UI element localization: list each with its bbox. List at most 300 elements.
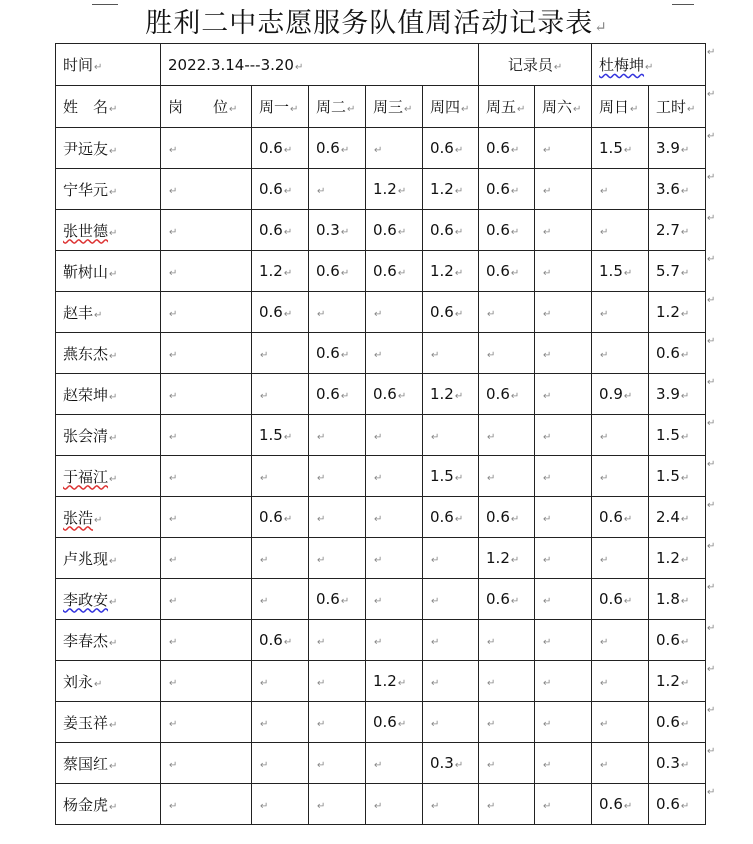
person-name-cell <box>56 292 161 333</box>
paragraph-mark: ↵ <box>283 227 293 238</box>
paragraph-mark: ↵ <box>169 596 178 607</box>
total-hours-cell-value: 0.6 <box>656 713 680 731</box>
paragraph-mark: ↵ <box>169 186 178 197</box>
post-cell <box>161 251 252 292</box>
day-hours-cell <box>366 415 423 456</box>
day-hours-cell <box>535 128 592 169</box>
day-hours-cell-value: 1.5 <box>599 139 623 157</box>
paragraph-mark: ↵ <box>169 145 178 156</box>
paragraph-mark: ↵ <box>317 760 326 771</box>
paragraph-mark: ↵ <box>543 186 552 197</box>
paragraph-mark: ↵ <box>680 801 690 812</box>
paragraph-mark: ↵ <box>707 295 716 306</box>
person-name-cell-value: 张浩 <box>63 508 94 527</box>
day-hours-cell <box>592 661 649 702</box>
header-post: 岗 位↵ <box>161 86 252 128</box>
person-name-cell-value: 姜玉祥 <box>63 713 109 732</box>
header-day: 周日↵ <box>592 86 649 128</box>
paragraph-mark: ↵ <box>454 391 464 402</box>
day-hours-cell <box>309 497 366 538</box>
day-hours-cell <box>592 292 649 333</box>
day-hours-cell <box>309 702 366 743</box>
paragraph-mark: ↵ <box>94 514 103 526</box>
day-hours-cell <box>479 702 535 743</box>
person-name-cell <box>56 374 161 415</box>
paragraph-mark: ↵ <box>543 227 552 238</box>
day-hours-cell <box>309 251 366 292</box>
day-hours-cell <box>309 128 366 169</box>
person-name-cell <box>56 620 161 661</box>
paragraph-mark: ↵ <box>543 309 552 320</box>
paragraph-mark: ↵ <box>340 391 350 402</box>
paragraph-mark: ↵ <box>109 596 118 608</box>
paragraph-mark: ↵ <box>454 760 464 771</box>
person-name-cell <box>56 538 161 579</box>
paragraph-mark: ↵ <box>543 801 552 812</box>
paragraph-mark: ↵ <box>454 309 464 320</box>
paragraph-mark: ↵ <box>707 500 716 511</box>
paragraph-mark: ↵ <box>374 637 383 648</box>
header-day: 周二↵ <box>309 86 366 128</box>
paragraph-mark: ↵ <box>707 377 716 388</box>
paragraph-mark: ↵ <box>600 309 609 320</box>
paragraph-mark: ↵ <box>543 637 552 648</box>
paragraph-mark: ↵ <box>397 268 407 279</box>
paragraph-mark: ↵ <box>487 637 496 648</box>
total-hours-cell-value: 2.4 <box>656 508 680 526</box>
paragraph-mark: ↵ <box>169 760 178 771</box>
paragraph-mark: ↵ <box>623 514 633 525</box>
day-hours-cell <box>423 702 479 743</box>
day-hours-cell-value: 1.5 <box>259 426 283 444</box>
day-hours-cell <box>592 251 649 292</box>
total-hours-cell-value: 0.6 <box>656 631 680 649</box>
paragraph-mark: ↵ <box>94 678 103 690</box>
day-hours-cell-value: 0.6 <box>259 631 283 649</box>
person-name-cell <box>56 579 161 620</box>
post-cell <box>161 292 252 333</box>
document-title <box>0 6 753 45</box>
post-cell <box>161 456 252 497</box>
paragraph-mark: ↵ <box>707 172 716 183</box>
day-hours-cell <box>479 538 535 579</box>
day-hours-cell <box>423 497 479 538</box>
paragraph-mark: ↵ <box>680 719 690 730</box>
paragraph-mark: ↵ <box>109 555 118 567</box>
header-hours: 工时↵ <box>649 86 706 128</box>
day-hours-cell <box>423 333 479 374</box>
day-hours-cell-value: 1.2 <box>373 672 397 690</box>
day-hours-cell <box>535 456 592 497</box>
day-hours-cell <box>592 702 649 743</box>
day-hours-cell <box>309 538 366 579</box>
total-hours-cell <box>649 333 706 374</box>
paragraph-mark: ↵ <box>374 309 383 320</box>
paragraph-mark: ↵ <box>543 145 552 156</box>
table-row <box>56 538 706 579</box>
paragraph-mark: ↵ <box>260 555 269 566</box>
paragraph-mark: ↵ <box>600 760 609 771</box>
person-name-cell-value: 靳树山 <box>63 262 109 281</box>
person-name-cell <box>56 456 161 497</box>
day-hours-cell-value: 0.6 <box>316 139 340 157</box>
paragraph-mark: ↵ <box>680 268 690 279</box>
paragraph-mark: ↵ <box>510 227 520 238</box>
total-hours-cell <box>649 169 706 210</box>
total-hours-cell <box>649 784 706 825</box>
day-hours-cell-value: 0.6 <box>599 590 623 608</box>
paragraph-mark: ↵ <box>317 678 326 689</box>
paragraph-mark: ↵ <box>283 145 293 156</box>
paragraph-mark: ↵ <box>623 145 633 156</box>
paragraph-mark: ↵ <box>169 227 178 238</box>
day-hours-cell-value: 1.5 <box>430 467 454 485</box>
day-hours-cell <box>366 497 423 538</box>
paragraph-mark: ↵ <box>260 473 269 484</box>
paragraph-mark: ↵ <box>374 760 383 771</box>
paragraph-mark: ↵ <box>317 555 326 566</box>
paragraph-mark: ↵ <box>487 719 496 730</box>
paragraph-mark: ↵ <box>600 350 609 361</box>
paragraph-mark: ↵ <box>510 555 520 566</box>
day-hours-cell <box>535 169 592 210</box>
total-hours-cell-value: 1.5 <box>656 467 680 485</box>
paragraph-mark: ↵ <box>680 760 690 771</box>
day-hours-cell <box>309 210 366 251</box>
day-hours-cell <box>479 620 535 661</box>
paragraph-mark: ↵ <box>454 145 464 156</box>
paragraph-mark: ↵ <box>487 350 496 361</box>
day-hours-cell-value: 1.2 <box>373 180 397 198</box>
table-row <box>56 333 706 374</box>
paragraph-mark: ↵ <box>707 746 716 757</box>
paragraph-mark: ↵ <box>260 719 269 730</box>
person-name-cell <box>56 415 161 456</box>
paragraph-mark: ↵ <box>454 227 464 238</box>
paragraph-mark: ↵ <box>680 514 690 525</box>
day-hours-cell <box>252 743 309 784</box>
day-hours-cell <box>309 333 366 374</box>
paragraph-mark: ↵ <box>680 145 690 156</box>
paragraph-mark: ↵ <box>510 186 520 197</box>
header-row <box>56 86 706 128</box>
paragraph-mark: ↵ <box>283 268 293 279</box>
day-hours-cell <box>535 661 592 702</box>
day-hours-cell <box>252 292 309 333</box>
day-hours-cell-value: 0.6 <box>430 303 454 321</box>
day-hours-cell-value: 0.6 <box>430 221 454 239</box>
paragraph-mark: ↵ <box>109 637 118 649</box>
paragraph-mark: ↵ <box>317 473 326 484</box>
paragraph-mark: ↵ <box>707 131 716 142</box>
day-hours-cell <box>592 579 649 620</box>
day-hours-cell <box>366 169 423 210</box>
day-hours-cell-value: 1.2 <box>430 385 454 403</box>
paragraph-mark: ↵ <box>510 596 520 607</box>
person-name-cell-value: 赵丰 <box>63 303 94 322</box>
day-hours-cell <box>535 579 592 620</box>
paragraph-mark: ↵ <box>680 555 690 566</box>
day-hours-cell <box>366 620 423 661</box>
day-hours-cell-value: 0.6 <box>486 139 510 157</box>
total-hours-cell-value: 0.6 <box>656 795 680 813</box>
paragraph-mark: ↵ <box>109 432 118 444</box>
paragraph-mark: ↵ <box>169 678 178 689</box>
paragraph-mark: ↵ <box>680 350 690 361</box>
day-hours-cell-value: 1.2 <box>486 549 510 567</box>
paragraph-mark: ↵ <box>317 432 326 443</box>
paragraph-mark: ↵ <box>680 678 690 689</box>
header-day: 周三↵ <box>366 86 423 128</box>
paragraph-mark: ↵ <box>680 432 690 443</box>
day-hours-cell <box>252 538 309 579</box>
paragraph-mark: ↵ <box>317 309 326 320</box>
day-hours-cell-value: 0.3 <box>316 221 340 239</box>
day-hours-cell <box>252 210 309 251</box>
person-name-cell-value: 尹远友 <box>63 139 109 158</box>
paragraph-mark: ↵ <box>543 719 552 730</box>
paragraph-mark: ↵ <box>543 432 552 443</box>
paragraph-mark: ↵ <box>510 391 520 402</box>
person-name-cell-value: 卢兆现 <box>63 549 109 568</box>
day-hours-cell <box>252 620 309 661</box>
paragraph-mark: ↵ <box>600 678 609 689</box>
day-hours-cell-value: 0.6 <box>373 385 397 403</box>
post-cell <box>161 743 252 784</box>
post-cell <box>161 128 252 169</box>
person-name-cell-value: 燕东杰 <box>63 344 109 363</box>
header-corner-mark-left <box>92 0 118 5</box>
paragraph-mark: ↵ <box>543 555 552 566</box>
header-day: 周一↵ <box>252 86 309 128</box>
paragraph-mark: ↵ <box>600 186 609 197</box>
paragraph-mark: ↵ <box>707 336 716 347</box>
day-hours-cell <box>479 661 535 702</box>
paragraph-mark: ↵ <box>543 514 552 525</box>
day-hours-cell <box>423 743 479 784</box>
total-hours-cell-value: 3.9 <box>656 385 680 403</box>
paragraph-mark: ↵ <box>169 637 178 648</box>
day-hours-cell-value: 0.6 <box>486 221 510 239</box>
day-hours-cell-value: 0.6 <box>259 303 283 321</box>
paragraph-mark: ↵ <box>169 719 178 730</box>
paragraph-mark: ↵ <box>283 186 293 197</box>
total-hours-cell-value: 1.2 <box>656 303 680 321</box>
day-hours-cell <box>252 128 309 169</box>
paragraph-mark: ↵ <box>317 801 326 812</box>
day-hours-cell <box>309 743 366 784</box>
header-day: 周六↵ <box>535 86 592 128</box>
day-hours-cell <box>252 497 309 538</box>
day-hours-cell <box>252 169 309 210</box>
day-hours-cell <box>479 210 535 251</box>
paragraph-mark: ↵ <box>680 309 690 320</box>
table-row <box>56 661 706 702</box>
day-hours-cell <box>535 251 592 292</box>
day-hours-cell <box>535 374 592 415</box>
person-name-cell <box>56 702 161 743</box>
person-name-cell-value: 刘永 <box>63 672 94 691</box>
day-hours-cell <box>366 784 423 825</box>
paragraph-mark: ↵ <box>109 760 118 772</box>
day-hours-cell <box>366 374 423 415</box>
paragraph-mark: ↵ <box>169 801 178 812</box>
day-hours-cell <box>366 210 423 251</box>
paragraph-mark: ↵ <box>431 801 440 812</box>
day-hours-cell <box>366 292 423 333</box>
paragraph-mark: ↵ <box>169 309 178 320</box>
paragraph-mark: ↵ <box>543 268 552 279</box>
day-hours-cell <box>479 292 535 333</box>
day-hours-cell-value: 0.6 <box>316 590 340 608</box>
paragraph-mark: ↵ <box>260 350 269 361</box>
day-hours-cell <box>535 743 592 784</box>
day-hours-cell-value: 0.6 <box>316 344 340 362</box>
day-hours-cell <box>535 210 592 251</box>
paragraph-mark: ↵ <box>454 186 464 197</box>
day-hours-cell <box>479 251 535 292</box>
day-hours-cell-value: 0.6 <box>486 385 510 403</box>
paragraph-mark: ↵ <box>374 473 383 484</box>
recorder-name-cell: 杜梅坤↵ <box>592 44 706 86</box>
day-hours-cell <box>592 784 649 825</box>
day-hours-cell-value: 1.5 <box>599 262 623 280</box>
day-hours-cell <box>423 784 479 825</box>
day-hours-cell <box>423 620 479 661</box>
day-hours-cell <box>423 538 479 579</box>
header-corner-mark-right <box>672 0 694 5</box>
post-cell <box>161 210 252 251</box>
paragraph-mark: ↵ <box>169 555 178 566</box>
person-name-cell <box>56 661 161 702</box>
paragraph-mark: ↵ <box>169 268 178 279</box>
paragraph-mark: ↵ <box>260 596 269 607</box>
paragraph-mark: ↵ <box>707 47 716 58</box>
paragraph-mark: ↵ <box>109 186 118 198</box>
post-cell <box>161 702 252 743</box>
day-hours-cell-value: 0.6 <box>316 385 340 403</box>
total-hours-cell-value: 2.7 <box>656 221 680 239</box>
time-label-cell: 时间↵ <box>56 44 161 86</box>
paragraph-mark: ↵ <box>431 637 440 648</box>
day-hours-cell <box>592 743 649 784</box>
day-hours-cell-value: 0.6 <box>259 180 283 198</box>
day-hours-cell-value: 0.6 <box>430 508 454 526</box>
day-hours-cell-value: 0.6 <box>599 795 623 813</box>
paragraph-mark: ↵ <box>374 432 383 443</box>
meta-row <box>56 44 706 86</box>
day-hours-cell <box>366 456 423 497</box>
paragraph-mark: ↵ <box>594 18 608 36</box>
table-row <box>56 743 706 784</box>
total-hours-cell-value: 1.5 <box>656 426 680 444</box>
person-name-cell <box>56 743 161 784</box>
paragraph-mark: ↵ <box>374 145 383 156</box>
paragraph-mark: ↵ <box>374 596 383 607</box>
paragraph-mark: ↵ <box>487 760 496 771</box>
table-row <box>56 784 706 825</box>
total-hours-cell-value: 0.3 <box>656 754 680 772</box>
day-hours-cell <box>366 538 423 579</box>
day-hours-cell <box>252 251 309 292</box>
post-cell <box>161 620 252 661</box>
day-hours-cell <box>423 456 479 497</box>
paragraph-mark: ↵ <box>543 391 552 402</box>
total-hours-cell <box>649 661 706 702</box>
total-hours-cell <box>649 497 706 538</box>
person-name-cell-value: 杨金虎 <box>63 795 109 814</box>
paragraph-mark: ↵ <box>169 473 178 484</box>
paragraph-mark: ↵ <box>317 637 326 648</box>
day-hours-cell <box>252 374 309 415</box>
total-hours-cell-value: 1.2 <box>656 549 680 567</box>
paragraph-mark: ↵ <box>260 678 269 689</box>
paragraph-mark: ↵ <box>623 596 633 607</box>
person-name-cell-value: 张会清 <box>63 426 109 445</box>
day-hours-cell <box>535 620 592 661</box>
person-name-cell-value: 宁华元 <box>63 180 109 199</box>
day-hours-cell <box>252 784 309 825</box>
paragraph-mark: ↵ <box>260 391 269 402</box>
day-hours-cell <box>309 784 366 825</box>
day-hours-cell <box>252 661 309 702</box>
day-hours-cell <box>366 333 423 374</box>
paragraph-mark: ↵ <box>374 801 383 812</box>
day-hours-cell <box>252 702 309 743</box>
paragraph-mark: ↵ <box>397 391 407 402</box>
day-hours-cell <box>592 210 649 251</box>
day-hours-cell <box>592 538 649 579</box>
day-hours-cell <box>309 415 366 456</box>
total-hours-cell-value: 3.9 <box>656 139 680 157</box>
paragraph-mark: ↵ <box>707 254 716 265</box>
total-hours-cell-value: 1.2 <box>656 672 680 690</box>
day-hours-cell <box>479 743 535 784</box>
paragraph-mark: ↵ <box>707 623 716 634</box>
paragraph-mark: ↵ <box>169 432 178 443</box>
day-hours-cell <box>366 661 423 702</box>
table-row <box>56 128 706 169</box>
day-hours-cell <box>252 456 309 497</box>
paragraph-mark: ↵ <box>260 801 269 812</box>
paragraph-mark: ↵ <box>109 350 118 362</box>
day-hours-cell <box>479 128 535 169</box>
paragraph-mark: ↵ <box>374 514 383 525</box>
day-hours-cell <box>479 579 535 620</box>
day-hours-cell-value: 0.6 <box>259 139 283 157</box>
paragraph-mark: ↵ <box>707 459 716 470</box>
total-hours-cell <box>649 620 706 661</box>
day-hours-cell-value: 0.6 <box>486 180 510 198</box>
person-name-cell-value: 张世德 <box>63 221 109 240</box>
day-hours-cell <box>366 579 423 620</box>
volunteer-record-table <box>55 43 706 825</box>
paragraph-mark: ↵ <box>680 473 690 484</box>
total-hours-cell <box>649 456 706 497</box>
paragraph-mark: ↵ <box>543 760 552 771</box>
paragraph-mark: ↵ <box>487 801 496 812</box>
total-hours-cell <box>649 579 706 620</box>
day-hours-cell <box>366 251 423 292</box>
day-hours-cell <box>252 333 309 374</box>
day-hours-cell <box>423 374 479 415</box>
paragraph-mark: ↵ <box>623 391 633 402</box>
day-hours-cell-value: 0.6 <box>599 508 623 526</box>
person-name-cell <box>56 333 161 374</box>
person-name-cell <box>56 210 161 251</box>
paragraph-mark: ↵ <box>397 678 407 689</box>
paragraph-mark: ↵ <box>623 801 633 812</box>
